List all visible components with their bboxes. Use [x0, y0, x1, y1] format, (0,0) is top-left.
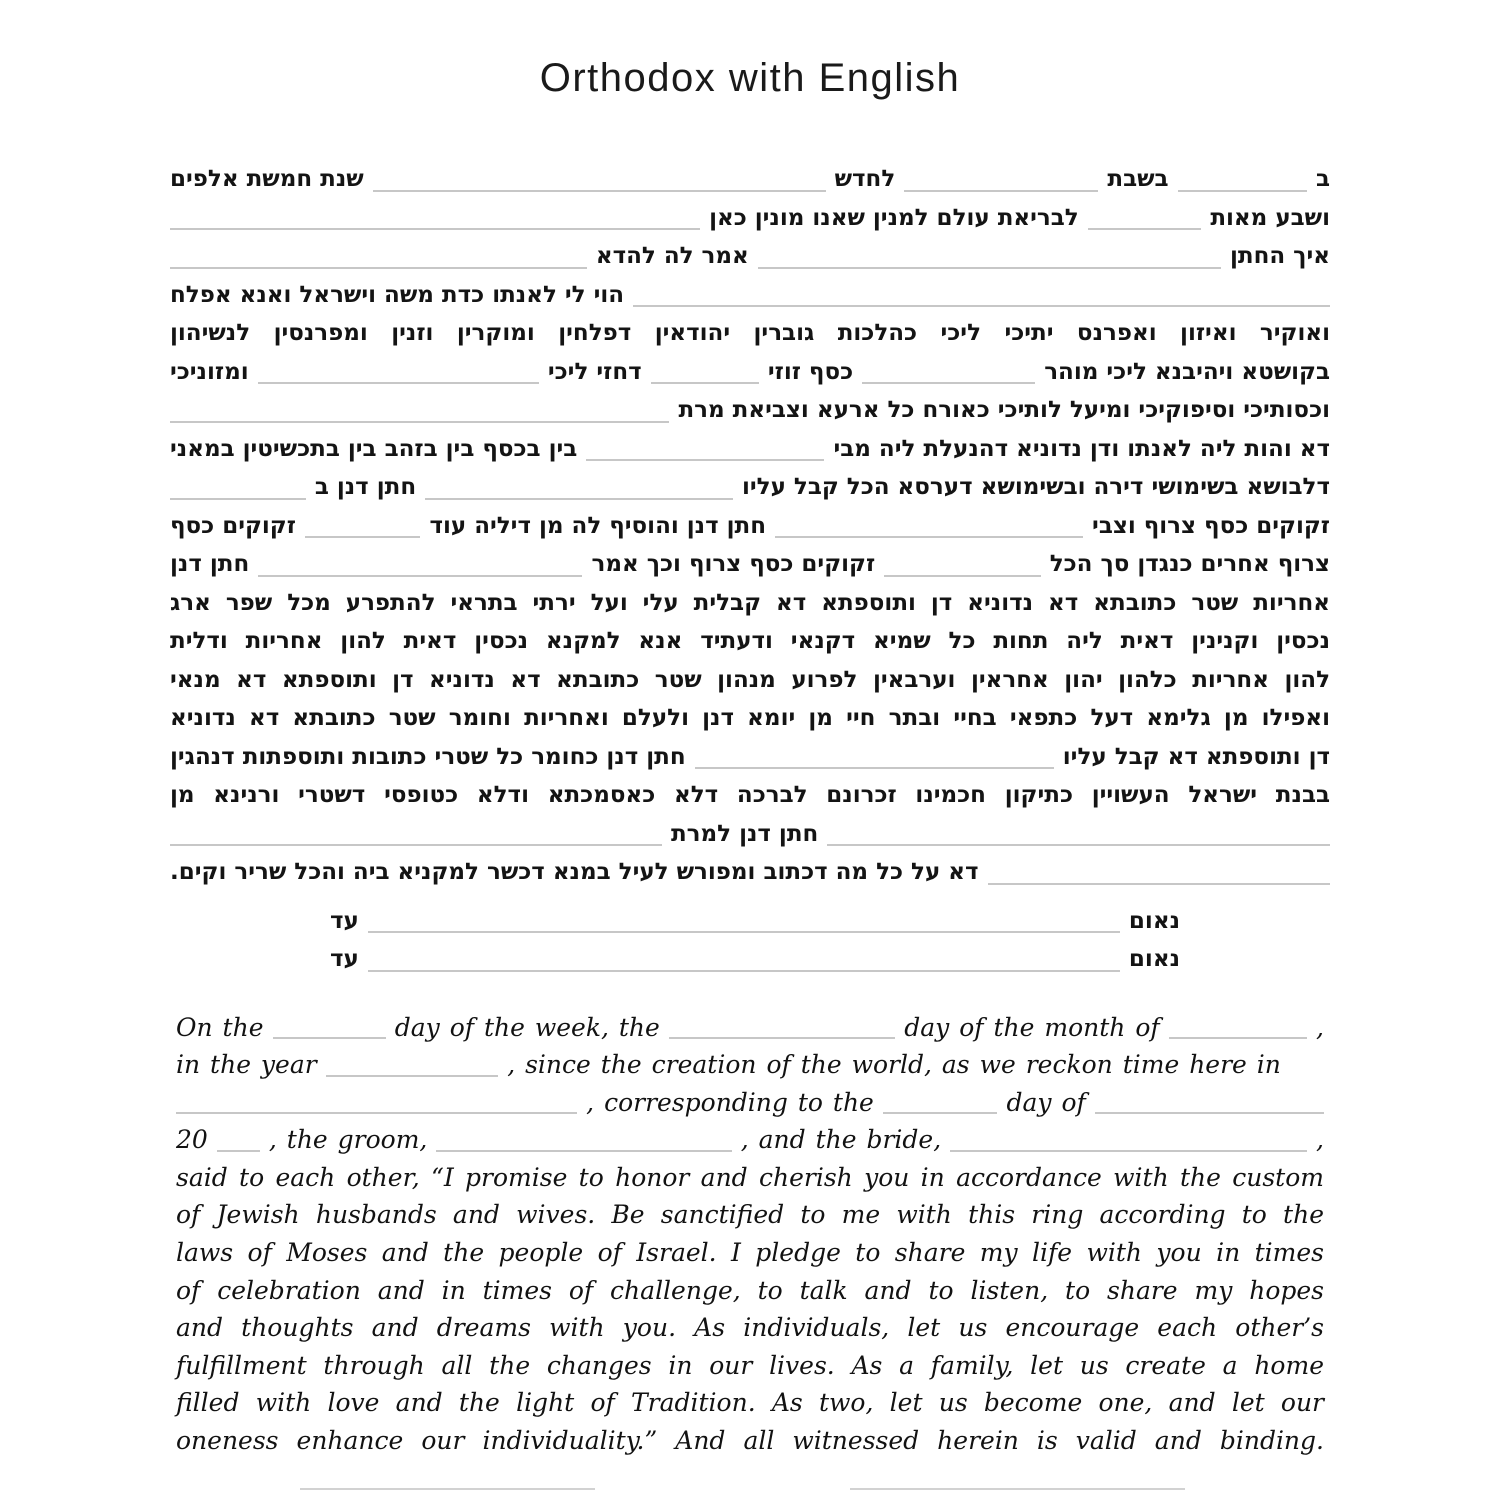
text-segment: in the year	[176, 1050, 317, 1080]
witness-line-2	[170, 940, 1330, 979]
text-segment: בשבת	[1107, 166, 1169, 192]
text-segment: לחדש	[834, 166, 896, 192]
hebrew-line-3	[170, 237, 1330, 276]
fill-in-blank	[1169, 1037, 1307, 1039]
hebrew-line-13: נכסין וקנינין דאית ליה תחות כל שמיא דקנאי ודעתיד אנא למקנא נכסין דאית להון אחריות ודלית	[170, 628, 1330, 654]
fill-in-blank	[1178, 190, 1307, 192]
page-title: Orthodox with English	[539, 56, 961, 100]
fill-in-blank	[651, 382, 759, 384]
english-line-5: said to each other, “I promise to honor and cherish you in accordance with the custom	[176, 1162, 1324, 1192]
hebrew-line-12: אחריות שטר כתובתא דא נדוניא דן ותוספתא דא קבלית עלי ועל ירתי בתראי להתפרע מכל שפר ארג	[170, 589, 1330, 616]
text-segment: דא והות ליה לאנתו ודן נדוניא דהנעלת ליה מבי	[833, 435, 1330, 462]
hebrew-line-1	[170, 160, 1330, 199]
text-segment: כסף זוזי	[767, 358, 854, 385]
english-line-12: oneness enhance our individuality.” And all witnessed herein is valid and binding.	[176, 1426, 1324, 1456]
fill-in-blank	[170, 498, 306, 500]
fill-in-blank	[775, 536, 1083, 538]
fill-in-blank	[758, 267, 1221, 269]
text-segment: day of	[1006, 1087, 1086, 1117]
hebrew-line-10	[170, 507, 1330, 546]
fill-in-blank	[1088, 228, 1202, 230]
text-segment: אמר לה להדא	[595, 243, 749, 269]
text-segment: וכסותיכי וסיפוקיכי ומיעל לותיכי כאורח כל ארעא וצביאת מרת	[678, 397, 1330, 423]
hebrew-line-2	[170, 199, 1330, 238]
text-segment: , the groom,	[268, 1125, 428, 1155]
fill-in-blank	[170, 844, 662, 846]
fill-in-blank	[170, 267, 587, 269]
text-segment: ,	[1316, 1012, 1324, 1042]
fill-in-blank	[176, 1112, 577, 1114]
hebrew-line-6	[170, 353, 1330, 392]
text-segment: זקוקים כסף צרוף וכך אמר	[591, 551, 876, 577]
text-segment: בין בכסף בין בזהב בין בתכשיטין במאני	[170, 435, 578, 462]
text-segment: חתן דנן	[170, 551, 250, 577]
text-segment: חתן דנן למרת	[670, 820, 819, 847]
text-segment: זקוקים כסף	[170, 512, 296, 539]
text-segment: לבריאת עולם למנין שאנו מונין כאן	[709, 204, 1079, 231]
fill-in-blank	[633, 305, 1330, 307]
hebrew-text-block	[170, 160, 1330, 979]
hebrew-line-19	[170, 853, 1330, 892]
fill-in-blank	[988, 883, 1330, 885]
fill-in-blank	[170, 228, 700, 230]
text-segment: בקושטא ויהיבנא ליכי מוהר	[1044, 358, 1330, 385]
fill-in-blank	[883, 1112, 998, 1114]
text-segment: ושבע מאות	[1210, 204, 1330, 231]
fill-in-blank	[273, 1037, 386, 1039]
text-segment: דן ותוספתא דא קבל עליו	[1062, 743, 1330, 770]
text-segment: ומזוניכי	[169, 358, 249, 385]
english-line-10: fulfillment through all the changes in our lives. As a family, let us create a home	[176, 1350, 1324, 1380]
fill-in-blank	[425, 498, 733, 500]
fill-in-blank	[373, 190, 826, 192]
hebrew-line-15: ואפילו מן גלימא דעל כתפאי בחיי ובתר חיי מן יומא דנן ולעלם ואחריות וחומר שטר כתובתא דא נדוניא	[170, 705, 1330, 731]
fill-in-blank	[827, 844, 1330, 846]
hebrew-line-5: ואוקיר ואיזון ואפרנס יתיכי ליכי כהלכות גוברין יהודאין דפלחין ומוקרין וזנין ומפרנסין לנשיהון	[170, 320, 1330, 346]
fill-in-blank	[695, 767, 1054, 769]
fill-in-blank	[258, 575, 582, 577]
english-line-6: of Jewish husbands and wives. Be sanctified to me with this ring according to the	[176, 1200, 1324, 1230]
hebrew-line-11	[170, 545, 1330, 584]
english-line-7: laws of Moses and the people of Israel. I pledge to share my life with you in times	[176, 1238, 1324, 1268]
hebrew-line-9	[170, 468, 1330, 507]
english-line-3	[176, 1084, 1324, 1122]
text-segment: דא על כל מה דכתוב ומפורש לעיל במנא דכשר למקניא ביה והכל שריר וקים.	[170, 859, 979, 885]
text-segment: , corresponding to the	[586, 1087, 874, 1117]
hebrew-line-4	[170, 276, 1330, 315]
fill-in-blank	[904, 190, 1098, 192]
text-segment: נאום	[1128, 907, 1180, 934]
text-segment: 20	[176, 1125, 208, 1155]
english-text-block	[176, 1009, 1324, 1460]
signature-line	[300, 1488, 595, 1490]
text-segment: ב	[1315, 166, 1330, 192]
text-segment: day of the week, the	[394, 1012, 660, 1042]
text-segment: חתן דנן והוסיף לה מן דיליה עוד	[429, 512, 767, 539]
hebrew-line-8	[170, 430, 1330, 469]
fill-in-blank	[326, 1075, 498, 1077]
fill-in-blank	[368, 970, 1120, 972]
signature-row	[0, 1472, 1500, 1490]
english-line-2	[176, 1046, 1324, 1084]
text-segment: דחזי ליכי	[547, 358, 642, 385]
english-line-9: and thoughts and dreams with you. As individuals, let us encourage each other’s	[176, 1313, 1324, 1343]
fill-in-blank	[669, 1037, 895, 1039]
hebrew-line-7	[170, 391, 1330, 430]
fill-in-blank	[1095, 1112, 1324, 1114]
fill-in-blank	[950, 1150, 1307, 1152]
text-segment: שנת חמשת אלפים	[169, 166, 364, 192]
text-segment: הוי לי לאנתו כדת משה וישראל ואנא אפלח	[170, 281, 625, 308]
hebrew-line-16	[170, 738, 1330, 777]
fill-in-blank	[436, 1150, 731, 1152]
fill-in-blank	[368, 931, 1120, 933]
signature-line	[850, 1488, 1185, 1490]
text-segment: צרוף אחרים כנגדן סך הכל	[1049, 551, 1330, 577]
hebrew-line-18	[170, 815, 1330, 854]
text-segment: חתן דנן ב	[314, 474, 417, 500]
text-segment: איך החתן	[1229, 243, 1330, 269]
fill-in-blank	[862, 382, 1035, 384]
fill-in-blank	[305, 536, 421, 538]
text-segment: , since the creation of the world, as we reckon time here in	[507, 1050, 1281, 1080]
hebrew-line-14: להון אחריות כלהון יהון אחראין וערבאין לפרוע מנהון שטר כתובתא דא נדוניא דן ותוספתא דא מנאי	[170, 666, 1330, 693]
text-segment: ,	[1316, 1125, 1324, 1155]
fill-in-blank	[170, 421, 669, 423]
text-segment: , and the bride,	[740, 1125, 942, 1155]
english-line-4	[176, 1121, 1324, 1159]
fill-in-blank	[586, 459, 824, 461]
text-segment: day of the month of	[904, 1012, 1160, 1042]
text-segment: חתן דנן כחומר כל שטרי כתובות ותוספתות דנהגין	[170, 743, 686, 770]
fill-in-blank	[217, 1150, 260, 1152]
english-line-8: of celebration and in times of challenge, to talk and to listen, to share my hopes	[176, 1275, 1324, 1305]
text-segment: נאום	[1128, 946, 1180, 972]
english-line-1	[176, 1009, 1324, 1047]
fill-in-blank	[258, 382, 539, 384]
text-segment: דלבושא בשימושי דירה ובשימושא דערסא הכל קבל עליו	[742, 474, 1330, 500]
fill-in-blank	[884, 575, 1041, 577]
hebrew-line-17: בבנת ישראל העשויין כתיקון חכמינו זכרונם לברכה דלא כאסמכתא ודלא כטופסי דשטרי ורנינא מן	[170, 782, 1330, 808]
text-segment: עד	[330, 946, 359, 972]
witness-line-1	[170, 902, 1330, 941]
text-segment: זקוקים כסף צרוף וצבי	[1092, 512, 1330, 539]
text-segment: עד	[330, 907, 359, 934]
english-line-11: filled with love and the light of Tradition. As two, let us become one, and let our	[176, 1388, 1324, 1418]
text-segment: On the	[176, 1012, 264, 1042]
